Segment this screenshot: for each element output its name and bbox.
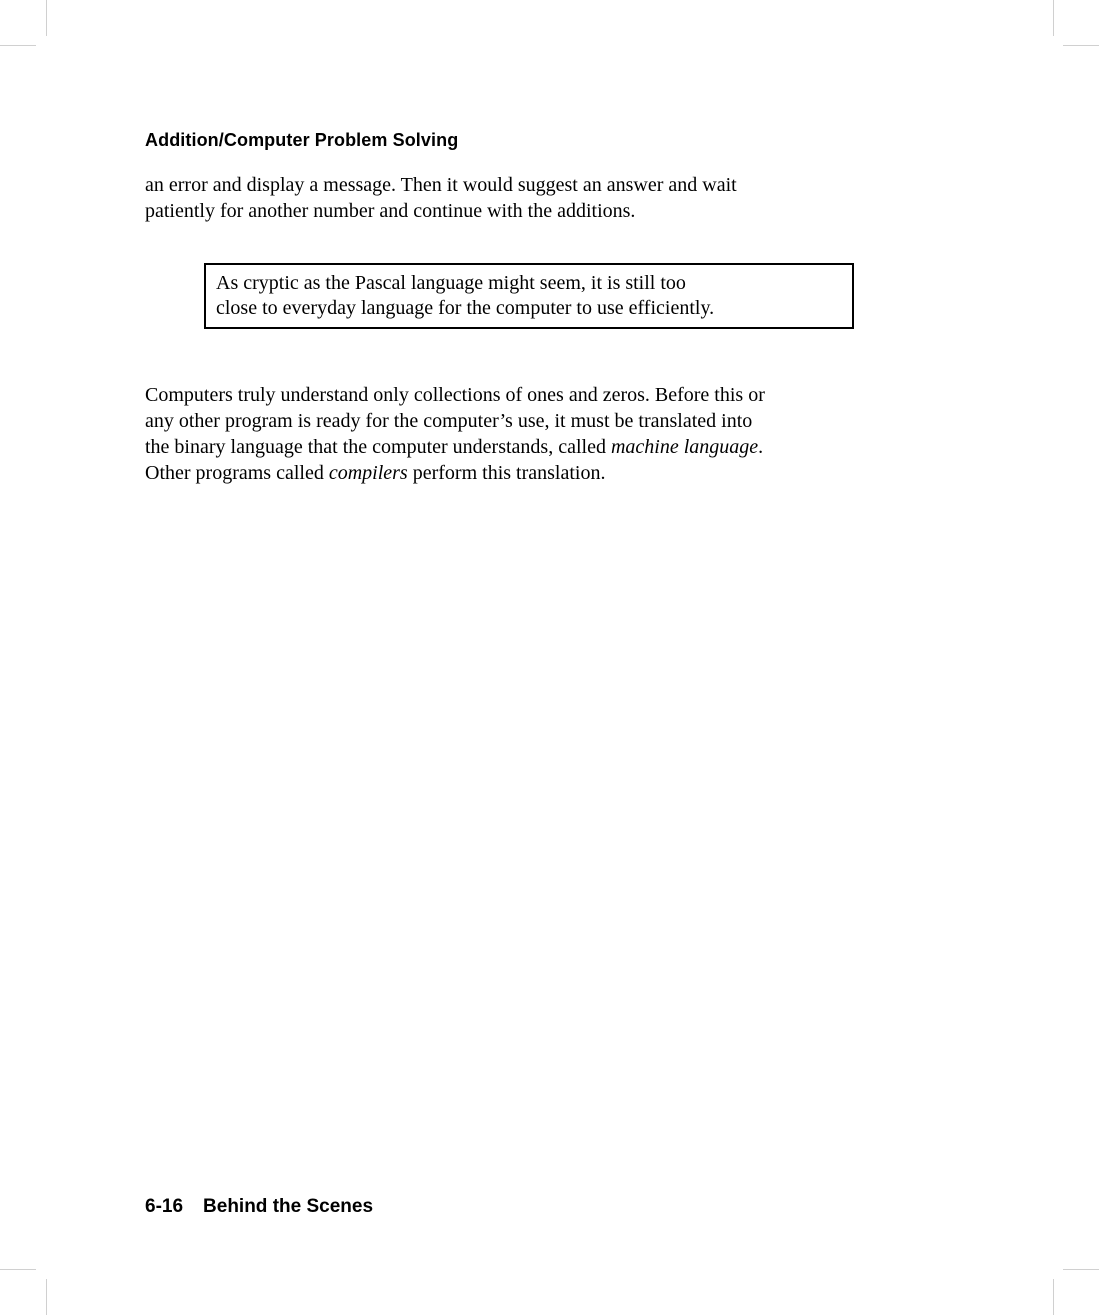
term-machine-language: machine language [610,436,759,458]
paragraph-line [145,434,765,460]
paragraph-line: Computers truly understand only collections of ones and zeros. Before this or [145,384,765,406]
callout-line: As cryptic as the Pascal language might seem, it is still too [216,272,686,294]
callout-line: close to everyday language for the computer to use efficiently. [216,297,715,319]
running-header: Addition/Computer Problem Solving [145,130,459,150]
line-text: perform this translation. [407,462,606,484]
chapter-title: Behind the Scenes [203,1196,374,1217]
body-paragraph-2 [145,382,765,486]
crop-mark [1063,1269,1099,1270]
crop-mark [0,45,36,46]
paragraph-line: an error and display a message. Then it would suggest an answer and wait [145,174,737,196]
paragraph-line: patiently for another number and continue with the additions. [145,200,636,222]
term-compilers: compilers [328,462,408,484]
paragraph-line [145,460,765,486]
crop-mark [0,1269,36,1270]
page-footer [145,1196,373,1218]
crop-mark [46,1279,47,1315]
body-paragraph-1 [145,172,737,224]
crop-mark [1063,45,1099,46]
line-text: . [758,436,764,458]
paragraph-line: any other program is ready for the computer’s use, it must be translated into [145,410,753,432]
crop-mark [1053,0,1054,36]
page-number: 6-16 [145,1196,184,1217]
crop-mark [1053,1279,1054,1315]
line-text: Other programs called [145,462,329,484]
callout-box [204,263,854,329]
crop-mark [46,0,47,36]
line-text: the binary language that the computer understands, called [145,436,611,458]
